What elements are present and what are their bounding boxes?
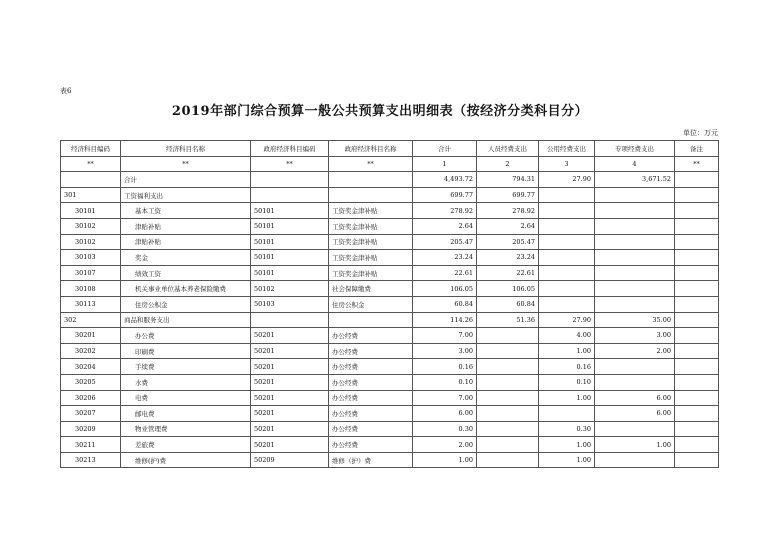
table-number-label: 表6	[60, 87, 72, 95]
econ-name-cell: 绩效工资	[121, 265, 251, 281]
econ-code-cell: 30211	[61, 437, 121, 453]
personnel-cell: 51.36	[477, 312, 539, 328]
special-cell	[595, 218, 675, 234]
econ-name-cell: 印刷费	[121, 343, 251, 359]
table-row	[61, 452, 719, 468]
gov-code-cell: 50201	[251, 390, 329, 406]
special-cell	[595, 250, 675, 266]
econ-code-cell: 302	[61, 312, 121, 328]
econ-name-cell: 基本工资	[121, 203, 251, 219]
public-cell	[539, 203, 595, 219]
econ-code-cell: 30204	[61, 359, 121, 375]
special-cell: 6.00	[595, 390, 675, 406]
gov-code-cell: 50201	[251, 406, 329, 422]
table-body	[61, 172, 719, 468]
total-cell: 23.24	[413, 250, 477, 266]
remark-cell	[675, 312, 719, 328]
total-cell: 7.00	[413, 328, 477, 344]
personnel-cell	[477, 452, 539, 468]
table-index-row	[61, 156, 719, 172]
econ-name-cell: 差旅费	[121, 437, 251, 453]
gov-name-cell: 办公经费	[329, 421, 413, 437]
total-cell: 2.64	[413, 218, 477, 234]
econ-code-cell: 30209	[61, 421, 121, 437]
total-cell: 2.00	[413, 437, 477, 453]
personnel-cell	[477, 343, 539, 359]
public-cell: 0.16	[539, 359, 595, 375]
personnel-cell	[477, 328, 539, 344]
index-cell: 4	[595, 156, 675, 172]
personnel-cell	[477, 374, 539, 390]
special-cell: 3,671.52	[595, 172, 675, 188]
remark-cell	[675, 265, 719, 281]
personnel-cell: 22.61	[477, 265, 539, 281]
gov-name-cell: 工资奖金津补贴	[329, 203, 413, 219]
gov-name-cell: 工资奖金津补贴	[329, 265, 413, 281]
col-header: 合计	[413, 141, 477, 157]
total-cell: 0.16	[413, 359, 477, 375]
col-header: 政府经济科目编码	[251, 141, 329, 157]
public-cell: 27.90	[539, 312, 595, 328]
special-cell: 6.00	[595, 406, 675, 422]
remark-cell	[675, 281, 719, 297]
econ-name-cell: 住房公积金	[121, 296, 251, 312]
gov-name-cell: 办公经费	[329, 374, 413, 390]
remark-cell	[675, 406, 719, 422]
econ-name-cell: 电费	[121, 390, 251, 406]
public-cell	[539, 265, 595, 281]
econ-code-cell: 30102	[61, 218, 121, 234]
econ-name-cell: 奖金	[121, 250, 251, 266]
table-row	[61, 250, 719, 266]
gov-code-cell: 50101	[251, 234, 329, 250]
econ-code-cell: 30205	[61, 374, 121, 390]
table-row	[61, 234, 719, 250]
econ-name-cell: 机关事业单位基本养老保险缴费	[121, 281, 251, 297]
econ-code-cell	[61, 172, 121, 188]
personnel-cell: 23.24	[477, 250, 539, 266]
special-cell: 2.00	[595, 343, 675, 359]
special-cell: 35.00	[595, 312, 675, 328]
col-header: 经济科目编码	[61, 141, 121, 157]
econ-name-cell: 津贴补贴	[121, 218, 251, 234]
total-cell: 106.05	[413, 281, 477, 297]
total-cell: 6.00	[413, 406, 477, 422]
remark-cell	[675, 452, 719, 468]
gov-name-cell	[329, 312, 413, 328]
special-cell	[595, 187, 675, 203]
special-cell	[595, 374, 675, 390]
index-cell: **	[251, 156, 329, 172]
econ-code-cell: 30103	[61, 250, 121, 266]
econ-code-cell: 30108	[61, 281, 121, 297]
table-row	[61, 328, 719, 344]
table-row	[61, 187, 719, 203]
special-cell	[595, 359, 675, 375]
remark-cell	[675, 343, 719, 359]
gov-name-cell: 维修（护）费	[329, 452, 413, 468]
gov-code-cell	[251, 187, 329, 203]
table-row	[61, 203, 719, 219]
remark-cell	[675, 296, 719, 312]
table-row	[61, 359, 719, 375]
public-cell	[539, 218, 595, 234]
econ-code-cell: 301	[61, 187, 121, 203]
gov-code-cell: 50201	[251, 359, 329, 375]
col-header: 政府经济科目名称	[329, 141, 413, 157]
table-row	[61, 437, 719, 453]
personnel-cell	[477, 406, 539, 422]
gov-name-cell	[329, 187, 413, 203]
budget-detail-table	[60, 140, 719, 468]
total-cell: 1.00	[413, 452, 477, 468]
personnel-cell	[477, 390, 539, 406]
total-cell: 699.77	[413, 187, 477, 203]
col-header: 经济科目名称	[121, 141, 251, 157]
special-cell	[595, 203, 675, 219]
special-cell	[595, 296, 675, 312]
remark-cell	[675, 359, 719, 375]
total-cell: 7.00	[413, 390, 477, 406]
public-cell: 1.00	[539, 437, 595, 453]
index-cell: **	[329, 156, 413, 172]
gov-name-cell	[329, 172, 413, 188]
public-cell	[539, 406, 595, 422]
public-cell: 0.30	[539, 421, 595, 437]
econ-code-cell: 30213	[61, 452, 121, 468]
gov-code-cell: 50101	[251, 203, 329, 219]
index-cell: 1	[413, 156, 477, 172]
gov-name-cell: 办公经费	[329, 343, 413, 359]
gov-code-cell: 50201	[251, 421, 329, 437]
public-cell: 1.00	[539, 390, 595, 406]
table-row	[61, 281, 719, 297]
total-cell: 278.92	[413, 203, 477, 219]
econ-name-cell: 物业管理费	[121, 421, 251, 437]
special-cell	[595, 234, 675, 250]
page-title: 2019年部门综合预算一般公共预算支出明细表（按经济分类科目分）	[171, 104, 589, 119]
col-header: 备注	[675, 141, 719, 157]
personnel-cell: 794.31	[477, 172, 539, 188]
gov-code-cell: 50102	[251, 281, 329, 297]
total-cell: 3.00	[413, 343, 477, 359]
remark-cell	[675, 250, 719, 266]
public-cell: 1.00	[539, 452, 595, 468]
table-row	[61, 421, 719, 437]
econ-name-cell: 办公费	[121, 328, 251, 344]
remark-cell	[675, 328, 719, 344]
personnel-cell: 106.05	[477, 281, 539, 297]
special-cell	[595, 452, 675, 468]
total-cell: 4,493.72	[413, 172, 477, 188]
public-cell: 1.00	[539, 343, 595, 359]
index-cell: 2	[477, 156, 539, 172]
remark-cell	[675, 437, 719, 453]
table-row	[61, 406, 719, 422]
gov-code-cell: 50201	[251, 437, 329, 453]
personnel-cell	[477, 359, 539, 375]
econ-name-cell: 维修(护)费	[121, 452, 251, 468]
gov-name-cell: 办公经费	[329, 437, 413, 453]
special-cell	[595, 265, 675, 281]
gov-code-cell: 50201	[251, 343, 329, 359]
table-row	[61, 172, 719, 188]
personnel-cell	[477, 437, 539, 453]
index-cell: 3	[539, 156, 595, 172]
personnel-cell: 60.84	[477, 296, 539, 312]
unit-label: 单位：万元	[683, 129, 718, 137]
table-row	[61, 296, 719, 312]
personnel-cell: 699.77	[477, 187, 539, 203]
total-cell: 60.84	[413, 296, 477, 312]
econ-code-cell: 30201	[61, 328, 121, 344]
special-cell: 3.00	[595, 328, 675, 344]
econ-name-cell: 商品和服务支出	[121, 312, 251, 328]
col-header: 公用经费支出	[539, 141, 595, 157]
gov-name-cell: 办公经费	[329, 328, 413, 344]
public-cell: 4.00	[539, 328, 595, 344]
econ-code-cell: 30102	[61, 234, 121, 250]
total-cell: 0.30	[413, 421, 477, 437]
remark-cell	[675, 374, 719, 390]
gov-name-cell: 办公经费	[329, 359, 413, 375]
gov-code-cell: 50101	[251, 218, 329, 234]
remark-cell	[675, 421, 719, 437]
total-cell: 22.61	[413, 265, 477, 281]
gov-name-cell: 工资奖金津补贴	[329, 250, 413, 266]
personnel-cell: 2.64	[477, 218, 539, 234]
gov-name-cell: 工资奖金津补贴	[329, 218, 413, 234]
special-cell	[595, 281, 675, 297]
table-row	[61, 312, 719, 328]
table-row	[61, 265, 719, 281]
public-cell	[539, 187, 595, 203]
index-cell: **	[675, 156, 719, 172]
econ-code-cell: 30113	[61, 296, 121, 312]
gov-code-cell: 50103	[251, 296, 329, 312]
gov-code-cell: 50101	[251, 250, 329, 266]
econ-name-cell: 手续费	[121, 359, 251, 375]
gov-name-cell: 办公经费	[329, 390, 413, 406]
gov-code-cell: 50209	[251, 452, 329, 468]
econ-code-cell: 30206	[61, 390, 121, 406]
econ-code-cell: 30202	[61, 343, 121, 359]
gov-name-cell: 工资奖金津补贴	[329, 234, 413, 250]
personnel-cell: 205.47	[477, 234, 539, 250]
public-cell	[539, 296, 595, 312]
econ-name-cell: 工资福利支出	[121, 187, 251, 203]
gov-code-cell	[251, 312, 329, 328]
public-cell	[539, 250, 595, 266]
remark-cell	[675, 172, 719, 188]
table-row	[61, 343, 719, 359]
gov-code-cell: 50201	[251, 328, 329, 344]
table-row	[61, 218, 719, 234]
col-header: 专项经费支出	[595, 141, 675, 157]
remark-cell	[675, 203, 719, 219]
special-cell: 1.00	[595, 437, 675, 453]
public-cell	[539, 234, 595, 250]
total-cell: 0.10	[413, 374, 477, 390]
table-row	[61, 374, 719, 390]
econ-name-cell: 邮电费	[121, 406, 251, 422]
special-cell	[595, 421, 675, 437]
econ-code-cell: 30207	[61, 406, 121, 422]
econ-code-cell: 30101	[61, 203, 121, 219]
gov-name-cell: 办公经费	[329, 406, 413, 422]
public-cell	[539, 281, 595, 297]
total-cell: 114.26	[413, 312, 477, 328]
total-cell: 205.47	[413, 234, 477, 250]
gov-name-cell: 住房公积金	[329, 296, 413, 312]
gov-code-cell: 50101	[251, 265, 329, 281]
gov-code-cell	[251, 172, 329, 188]
col-header: 人员经费支出	[477, 141, 539, 157]
remark-cell	[675, 187, 719, 203]
personnel-cell: 278.92	[477, 203, 539, 219]
remark-cell	[675, 390, 719, 406]
table-header-row	[61, 141, 719, 157]
public-cell: 27.90	[539, 172, 595, 188]
gov-code-cell: 50201	[251, 374, 329, 390]
econ-name-cell: 合计	[121, 172, 251, 188]
gov-name-cell: 社会保障缴费	[329, 281, 413, 297]
index-cell: **	[121, 156, 251, 172]
econ-name-cell: 水费	[121, 374, 251, 390]
remark-cell	[675, 218, 719, 234]
econ-code-cell: 30107	[61, 265, 121, 281]
public-cell: 0.10	[539, 374, 595, 390]
econ-name-cell: 津贴补贴	[121, 234, 251, 250]
index-cell: **	[61, 156, 121, 172]
remark-cell	[675, 234, 719, 250]
table-row	[61, 390, 719, 406]
personnel-cell	[477, 421, 539, 437]
